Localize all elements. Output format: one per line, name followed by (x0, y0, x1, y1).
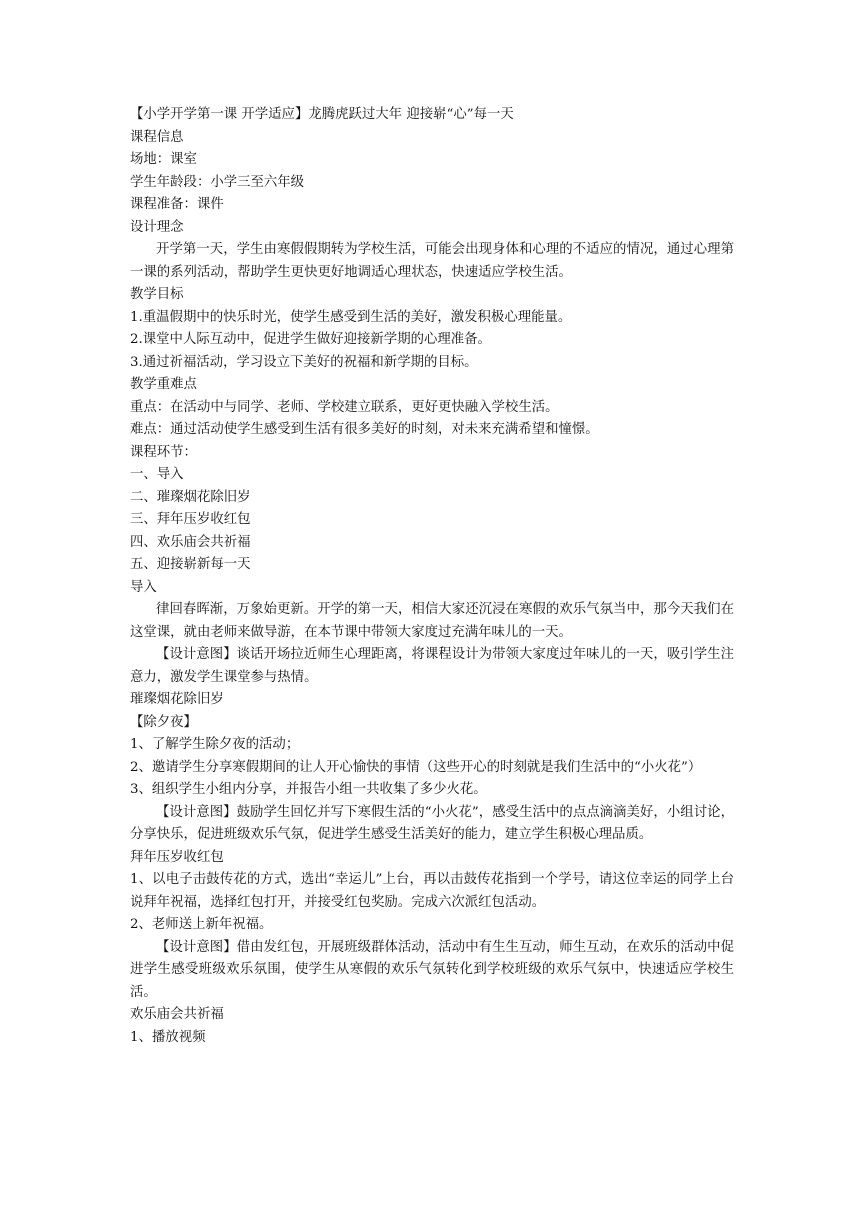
goal-item: 1.重温假期中的快乐时光，使学生感受到生活的美好，激发积极心理能量。 (130, 309, 572, 325)
temple-fair-item: 1、播放视频 (130, 1029, 206, 1045)
course-info-heading: 课程信息 (130, 129, 184, 145)
document-page (130, 104, 734, 1049)
design-concept-heading: 设计理念 (130, 219, 184, 235)
document-title: 【小学开学第一课 开学适应】龙腾虎跃过大年 迎接崭“心”每一天 (130, 107, 514, 122)
fireworks-item: 3、组织学生小组内分享，并报告小组一共收集了多少火花。 (130, 782, 487, 797)
design-concept-text: 开学第一天，学生由寒假假期转为学校生活，可能会出现身体和心理的不适应的情况，通过心理第一课的系列活动，帮助学生更快更好地调适心理状态，快速适应学校生活。 (130, 242, 734, 280)
fireworks-item: 2、邀请学生分享寒假期间的让人开心愉快的事情（这些开心的时刻就是我们生活中的“小火花”） (130, 759, 702, 775)
section-item: 二、璀璨烟花除旧岁 (130, 489, 251, 505)
key-points-heading: 教学重难点 (130, 377, 197, 392)
venue-line: 场地：课室 (130, 152, 197, 167)
goal-item: 2.课堂中人际互动中，促进学生做好迎接新学期的心理准备。 (130, 332, 491, 347)
intro-text: 律回春晖渐，万象始更新。开学的第一天，相信大家还沉浸在寒假的欢乐气氛当中，那今天我们在这堂课，就由老师来做导游，在本节课中带领大家度过充满年味儿的一天。 (130, 602, 734, 640)
fireworks-subheading: 【除夕夜】 (130, 714, 197, 730)
section-item: 一、导入 (130, 467, 184, 482)
focus-line: 重点：在活动中与同学、老师、学校建立联系，更好更快融入学校生活。 (130, 399, 559, 415)
section-item: 三、拜年压岁收红包 (130, 512, 251, 527)
goal-item: 3.通过祈福活动，学习设立下美好的祝福和新学期的目标。 (130, 354, 478, 370)
section-item: 四、欢乐庙会共祈福 (130, 534, 251, 550)
grade-line: 学生年龄段：小学三至六年级 (130, 174, 305, 190)
sections-heading: 课程环节： (130, 444, 197, 460)
prep-line: 课程准备：课件 (130, 197, 224, 212)
intro-intent: 【设计意图】谈话开场拉近师生心理距离，将课程设计为带领大家度过年味儿的一天，吸引学生注意力，激发学生课堂参与热情。 (130, 647, 734, 685)
goals-heading: 教学目标 (130, 287, 184, 302)
temple-fair-heading: 欢乐庙会共祈福 (130, 1007, 224, 1022)
difficulty-line: 难点：通过活动使学生感受到生活有很多美好的时刻，对未来充满希望和憧憬。 (130, 422, 599, 437)
red-envelope-item: 1、以电子击鼓传花的方式，选出“幸运儿”上台，再以击鼓传花指到一个学号，请这位幸运的同学上台说拜年祝福，选择红包打开，并接受红包奖励。完成六次派红包活动。 (130, 872, 734, 910)
red-envelope-heading: 拜年压岁收红包 (130, 849, 224, 865)
red-envelope-item: 2、老师送上新年祝福。 (130, 917, 273, 932)
fireworks-item: 1、了解学生除夕夜的活动； (130, 737, 300, 752)
fireworks-intent: 【设计意图】鼓励学生回忆并写下寒假生活的“小火花”，感受生活中的点点滴滴美好，小组讨论，分享快乐，促进班级欢乐气氛，促进学生感受生活美好的能力，建立学生积极心理品质。 (130, 804, 734, 842)
section-item: 五、迎接崭新每一天 (130, 557, 251, 572)
intro-heading: 导入 (130, 579, 157, 595)
fireworks-heading: 璀璨烟花除旧岁 (130, 692, 224, 707)
red-envelope-intent: 【设计意图】借由发红包，开展班级群体活动，活动中有生生互动，师生互动，在欢乐的活动中促进学生感受班级欢乐氛围，使学生从寒假的欢乐气氛转化到学校班级的欢乐气氛中，快速适应学校生活。 (130, 939, 734, 1000)
